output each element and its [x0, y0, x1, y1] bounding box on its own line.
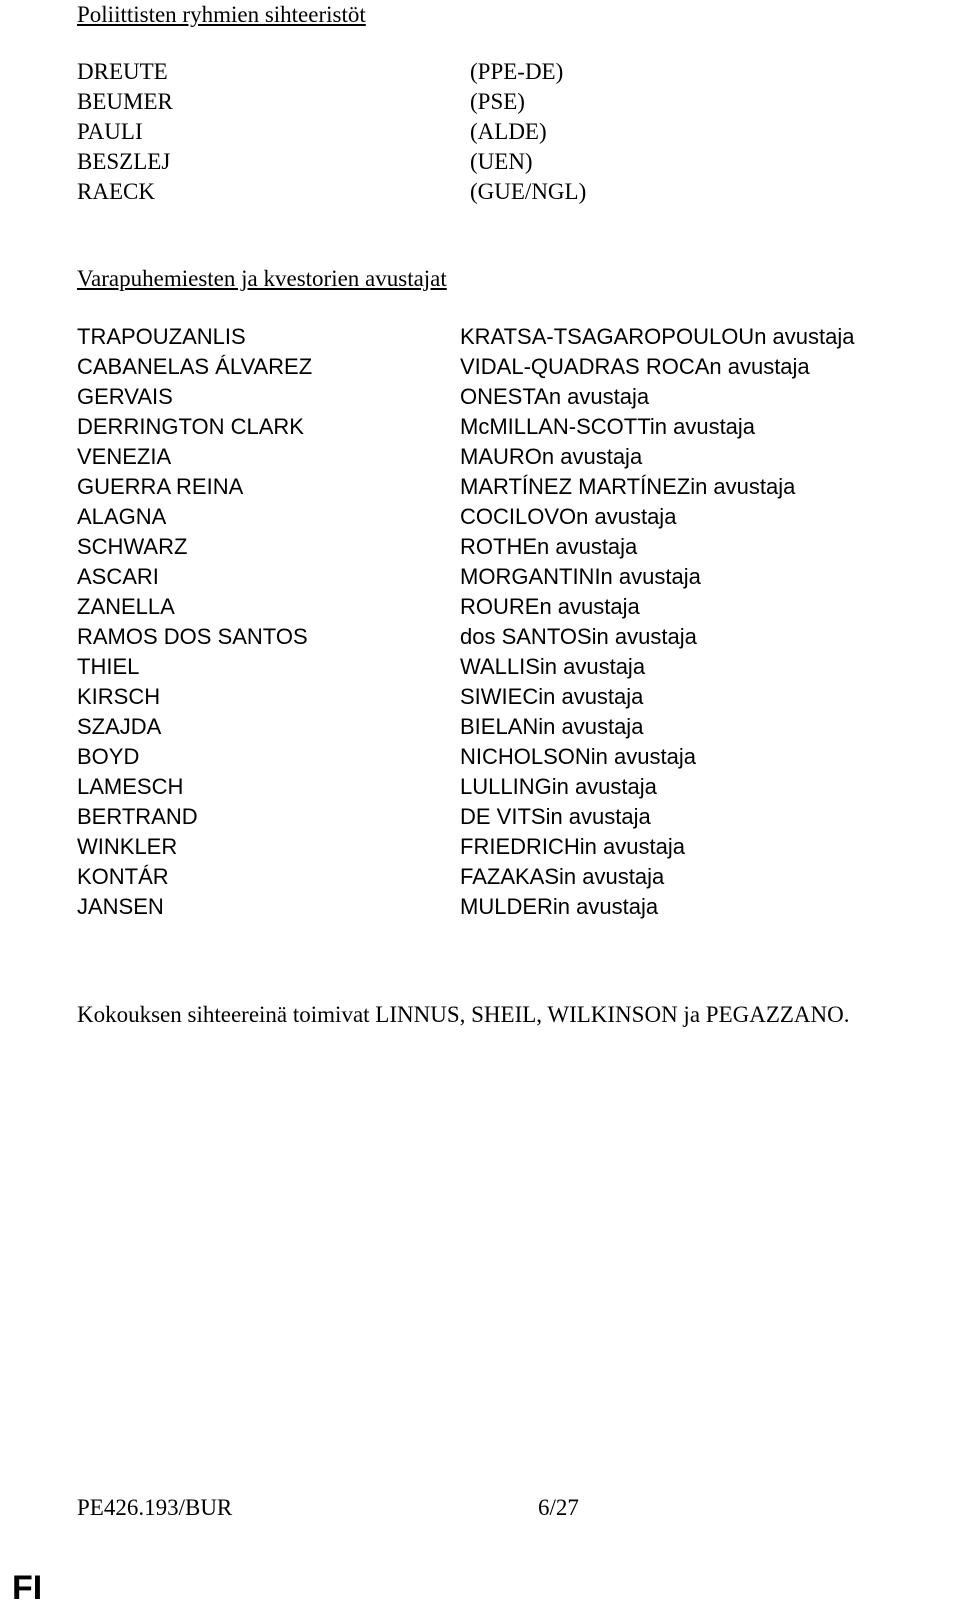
- list-item: ONESTAn avustaja: [460, 384, 650, 409]
- list-item: ROTHEn avustaja: [460, 534, 638, 559]
- language-code: FI: [12, 1569, 43, 1607]
- list-item: RAECK: [77, 179, 155, 204]
- list-item: TRAPOUZANLIS: [77, 324, 246, 349]
- list-item: SIWIECin avustaja: [460, 684, 644, 709]
- list-item: VENEZIA: [77, 444, 172, 469]
- list-item: KIRSCH: [77, 684, 161, 709]
- list-item: (PPE-DE): [470, 59, 564, 84]
- list-item: COCILOVOn avustaja: [460, 504, 677, 529]
- list-item: McMILLAN-SCOTTin avustaja: [460, 414, 756, 439]
- list-item: ASCARI: [77, 564, 159, 589]
- list-item: ZANELLA: [77, 594, 175, 619]
- list-item: JANSEN: [77, 894, 164, 919]
- secretariat-names-list: [77, 57, 173, 207]
- list-item: (UEN): [470, 149, 533, 174]
- list-item: MARTÍNEZ MARTÍNEZin avustaja: [460, 474, 796, 499]
- assistant-names-list: [77, 322, 312, 922]
- list-item: WALLISin avustaja: [460, 654, 646, 679]
- list-item: DREUTE: [77, 59, 168, 84]
- list-item: DERRINGTON CLARK: [77, 414, 304, 439]
- list-item: BESZLEJ: [77, 149, 171, 174]
- list-item: THIEL: [77, 654, 140, 679]
- list-item: KRATSA-TSAGAROPOULOUn avustaja: [460, 324, 855, 349]
- list-item: MAUROn avustaja: [460, 444, 643, 469]
- document-reference: PE426.193/BUR: [77, 1495, 233, 1520]
- list-item: SZAJDA: [77, 714, 162, 739]
- section-title-political-groups: Poliittisten ryhmien sihteeristöt: [77, 2, 366, 27]
- list-item: GUERRA REINA: [77, 474, 244, 499]
- list-item: LAMESCH: [77, 774, 184, 799]
- list-item: (ALDE): [470, 119, 547, 144]
- list-item: MORGANTINIn avustaja: [460, 564, 701, 589]
- list-item: ROUREn avustaja: [460, 594, 640, 619]
- list-item: FRIEDRICHin avustaja: [460, 834, 685, 859]
- list-item: MULDERin avustaja: [460, 894, 659, 919]
- list-item: NICHOLSONin avustaja: [460, 744, 696, 769]
- list-item: VIDAL-QUADRAS ROCAn avustaja: [460, 354, 810, 379]
- list-item: dos SANTOSin avustaja: [460, 624, 697, 649]
- list-item: KONTÁR: [77, 864, 169, 889]
- list-item: WINKLER: [77, 834, 178, 859]
- list-item: CABANELAS ÁLVAREZ: [77, 354, 313, 379]
- list-item: BOYD: [77, 744, 140, 769]
- list-item: PAULI: [77, 119, 143, 144]
- secretariat-groups-list: [470, 57, 586, 207]
- list-item: BIELANin avustaja: [460, 714, 644, 739]
- list-item: FAZAKASin avustaja: [460, 864, 665, 889]
- closing-paragraph: Kokouksen sihteereinä toimivat LINNUS, SHEIL, WILKINSON ja PEGAZZANO.: [77, 1002, 850, 1027]
- section-title-assistants: Varapuhemiesten ja kvestorien avustajat: [77, 266, 447, 291]
- list-item: ALAGNA: [77, 504, 167, 529]
- list-item: LULLINGin avustaja: [460, 774, 657, 799]
- list-item: BEUMER: [77, 89, 173, 114]
- list-item: SCHWARZ: [77, 534, 188, 559]
- list-item: RAMOS DOS SANTOS: [77, 624, 308, 649]
- list-item: BERTRAND: [77, 804, 198, 829]
- list-item: (PSE): [470, 89, 525, 114]
- list-item: GERVAIS: [77, 384, 173, 409]
- list-item: (GUE/NGL): [470, 179, 587, 204]
- page-number: 6/27: [538, 1495, 579, 1520]
- list-item: DE VITSin avustaja: [460, 804, 651, 829]
- assistant-roles-list: [460, 322, 855, 922]
